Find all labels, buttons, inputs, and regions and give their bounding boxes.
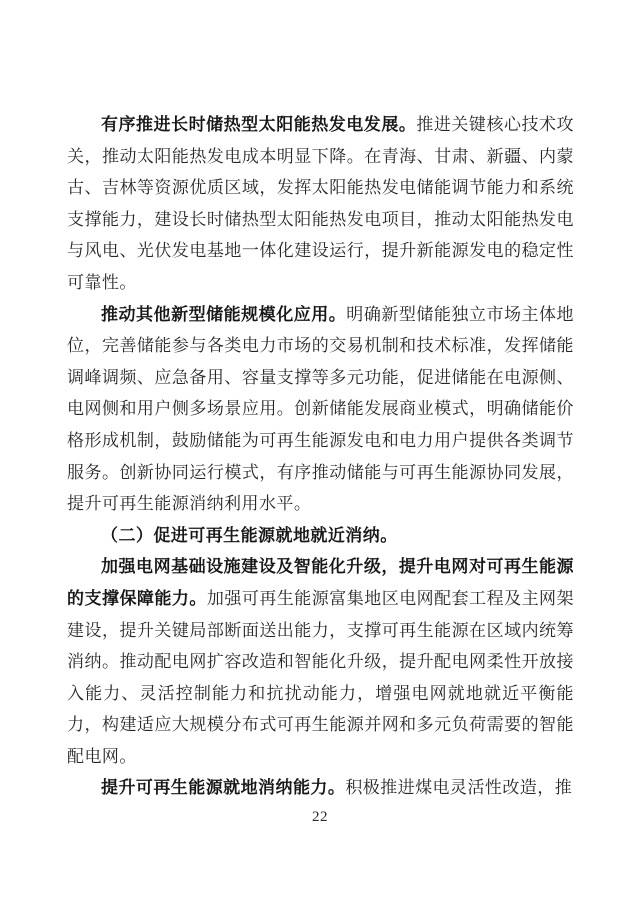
paragraph-body-text: 明确新型储能独立市场主体地位，完善储能参与各类电力市场的交易机制和技术标准，发挥储能调峰调频、应急备用、容量支撑等多元功能，促进储能在电源侧、电网侧和用户侧多场景应用。创新储能发展商业模式，明确储能价格形成机制，鼓励储能为可再生能源发电和电力用户提供各类调节服务。创新协同运行模式，有序推动储能与可再生能源协同发展，提升可再生能源消纳利用水平。 [67, 304, 574, 514]
document-text-block [67, 109, 574, 804]
paragraph-body-text: 加强可再生能源富集地区电网配套工程及主网架建设，提升关键局部断面送出能力，支撑可再生能源在区域内统筹消纳。推动配电网扩容改造和智能化升级，提升配电网柔性开放接入能力、灵活控制能力和抗扰动能力，增强电网就地就近平衡能力，构建适应大规模分布式可再生能源并网和多元负荷需要的智能配电网。 [67, 588, 574, 766]
section-heading-local-consumption [67, 520, 574, 552]
paragraph-new-energy-storage [67, 299, 574, 520]
paragraph-local-absorption-capacity [67, 772, 574, 804]
paragraph-lead-sentence: 加强电网基础设施建设及智能化升级，提升电网对可再生能源的支撑保障能力。 [67, 557, 574, 608]
page-number: 22 [312, 809, 328, 825]
paragraph-lead-sentence: 提升可再生能源就地消纳能力。 [101, 778, 346, 798]
paragraph-grid-infrastructure [67, 551, 574, 772]
paragraph-body-text: 积极推进煤电灵活性改造，推 [345, 778, 573, 798]
section-heading-text: （二）促进可再生能源就地就近消纳。 [101, 525, 398, 545]
paragraph-lead-sentence: 推动其他新型储能规模化应用。 [101, 304, 347, 324]
paragraph-lead-sentence: 有序推进长时储热型太阳能热发电发展。 [101, 115, 417, 134]
paragraph-body-text: 推进关键核心技术攻关，推动太阳能热发电成本明显下降。在青海、甘肃、新疆、内蒙古、吉林等资源优质区域，发挥太阳能热发电储能调节能力和系统支撑能力，建设长时储热型太阳能热发电项目，推动太阳能热发电与风电、光伏发电基地一体化建设运行，提升新能源发电的稳定性可靠性。 [67, 115, 574, 292]
paragraph-solar-thermal [67, 109, 574, 299]
